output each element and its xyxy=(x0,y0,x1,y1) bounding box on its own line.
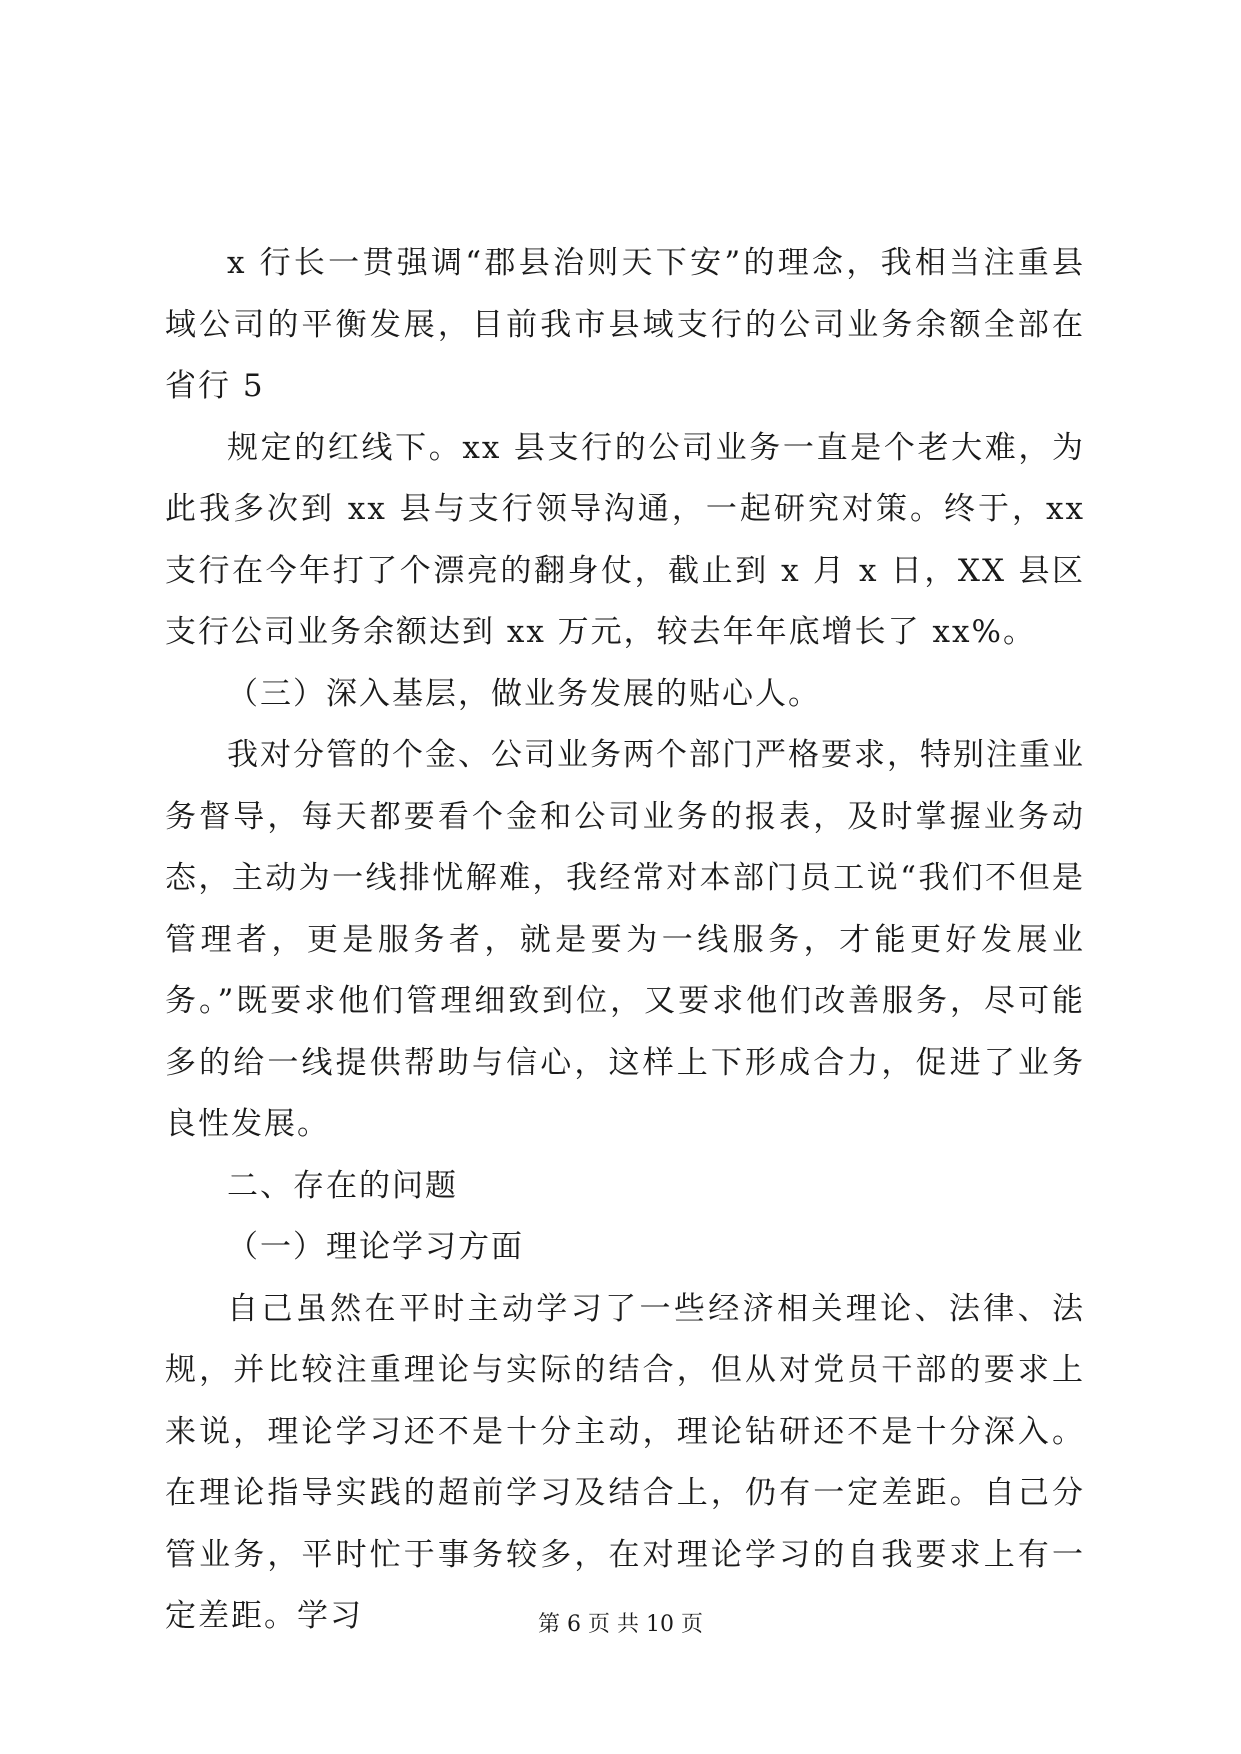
subsection-heading-theory-study: （一）理论学习方面 xyxy=(227,1229,524,1265)
paragraph-heading-grassroots: （三）深入基层，做业务发展的贴心人。 xyxy=(227,675,821,712)
paragraph-department-supervision: 我对分管的个金、公司业务两个部门严格要求，特别注重业务督导，每天都要看个金和公司业务的报表，及时掌握业务动态，主动为一线排忧解难，我经常对本部门员工说“我们不但是管理者，更是服务者，就是要为一线服务，才能更好发展业务。”既要求他们管理细致到位，又要求他们改善服务，尽可能多的给一线提供帮助与信心，这样上下形成合力，促进了业务良性发展。 xyxy=(165,737,1085,1142)
paragraph-county-development: x 行长一贯强调“郡县治则天下安”的理念，我相当注重县域公司的平衡发展，目前我市县域支行的公司业务余额全部在省行 5 xyxy=(165,245,1085,404)
paragraph-redline-turnaround: 规定的红线下。xx 县支行的公司业务一直是个老大难，为此我多次到 xx 县与支行领导沟通，一起研究对策。终于，xx 支行在今年打了个漂亮的翻身仗，截止到 x 月 x 日，XX 县区支行公司业务余额达到 xx 万元，较去年年底增长了 xx%。 xyxy=(165,429,1085,650)
document-body xyxy=(165,233,1085,1648)
section-heading-problems: 二、存在的问题 xyxy=(227,1167,458,1204)
paragraph-theory-study: 自己虽然在平时主动学习了一些经济相关理论、法律、法规，并比较注重理论与实际的结合，但从对党员干部的要求上来说，理论学习还不是十分主动，理论钻研还不是十分深入。在理论指导实践的超前学习及结合上，仍有一定差距。自己分管业务，平时忙于事务较多，在对理论学习的自我要求上有一定差距。学习 xyxy=(165,1290,1085,1634)
page-footer xyxy=(0,1610,1241,1640)
page-number-label: 第 6 页 共 10 页 xyxy=(538,1612,703,1637)
